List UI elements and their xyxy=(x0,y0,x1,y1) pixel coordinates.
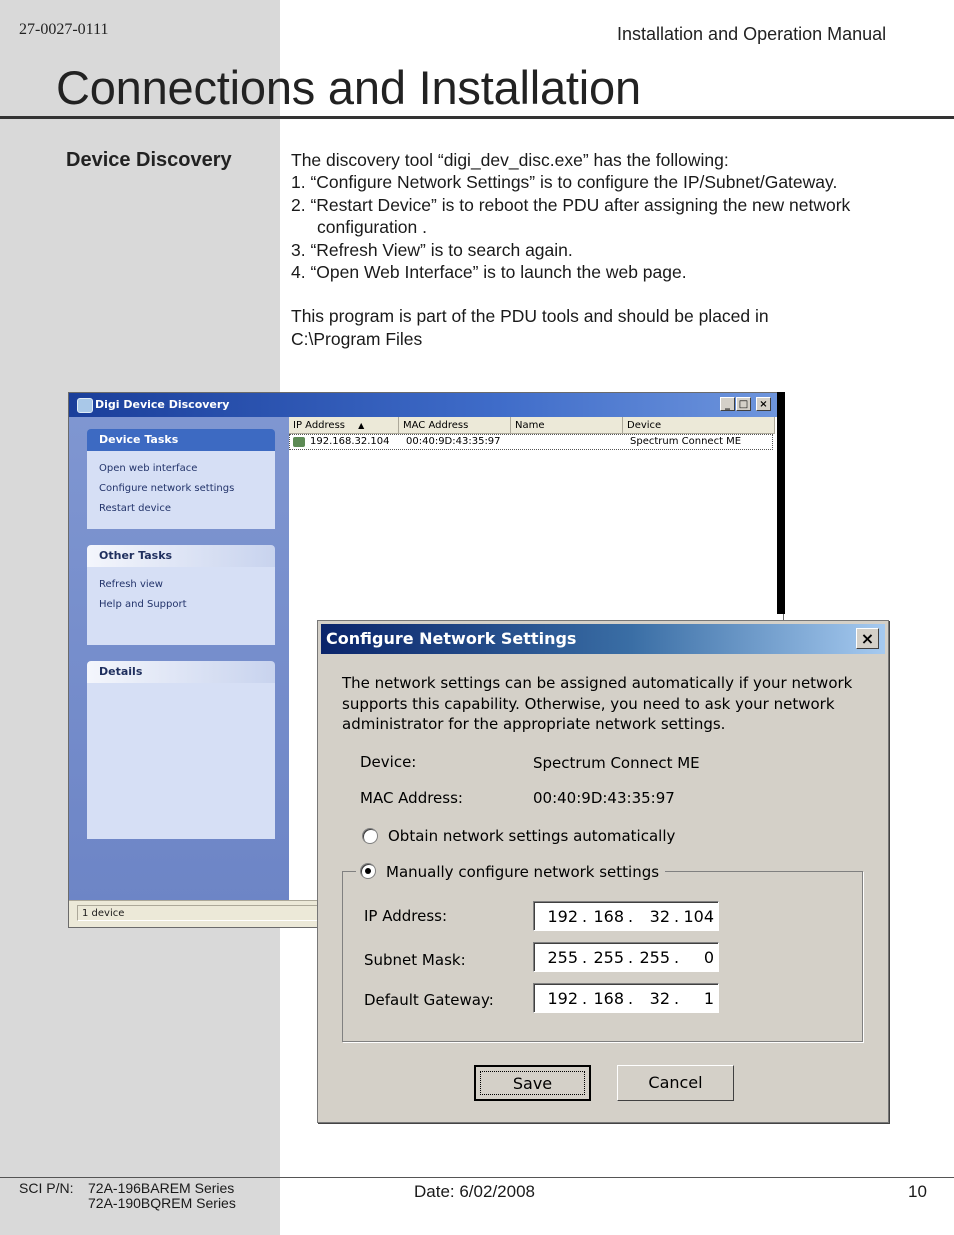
radio-obtain-automatically-label[interactable]: Obtain network settings automatically xyxy=(388,827,676,845)
device-tasks-body xyxy=(87,451,275,529)
subnet-octet-2[interactable]: 255 xyxy=(593,948,624,967)
device-label: Device: xyxy=(360,753,417,771)
radio-manual-configure-label[interactable]: Manually configure network settings xyxy=(386,863,660,881)
task-pane xyxy=(69,417,289,903)
default-gateway-label: Default Gateway: xyxy=(364,991,494,1009)
subnet-mask-label: Subnet Mask: xyxy=(364,951,466,969)
details-panel xyxy=(87,661,275,839)
discovery-window-titlebar xyxy=(69,393,783,417)
save-button[interactable] xyxy=(474,1065,591,1101)
radio-manual-configure[interactable] xyxy=(360,863,376,879)
row-ip: 192.168.32.104 xyxy=(310,436,390,447)
other-tasks-panel xyxy=(87,545,275,645)
manual-title: Installation and Operation Manual xyxy=(617,24,887,44)
ip-address-label: IP Address: xyxy=(364,907,448,925)
document-id: 27-0027-0111 xyxy=(19,21,109,38)
gateway-octet-3[interactable]: 32 xyxy=(649,989,670,1008)
column-header-name[interactable]: Name xyxy=(511,417,623,434)
device-tasks-header[interactable]: Device Tasks xyxy=(87,429,275,451)
part-number-line-2: 72A-190BQREM Series xyxy=(88,1195,236,1211)
window-close-button[interactable]: × xyxy=(756,397,771,411)
task-help-and-support[interactable]: Help and Support xyxy=(99,599,187,610)
default-gateway-field[interactable] xyxy=(533,983,719,1013)
maximize-button[interactable]: □ xyxy=(736,397,751,411)
mac-label: MAC Address: xyxy=(360,789,463,807)
focus-rectangle xyxy=(480,1071,585,1095)
ip-octet-1[interactable]: 192 xyxy=(547,907,578,926)
part-number-line-1: 72A-196BAREM Series xyxy=(88,1180,235,1196)
part-number-label: SCI P/N: xyxy=(19,1180,74,1196)
footer-date: Date: 6/02/2008 xyxy=(414,1182,535,1201)
column-header-ip-label: IP Address xyxy=(293,420,345,431)
subnet-octet-1[interactable]: 255 xyxy=(547,948,578,967)
column-header-mac[interactable]: MAC Address xyxy=(399,417,511,434)
ip-separator: . xyxy=(674,907,680,926)
save-button-label: Save xyxy=(512,1074,553,1093)
gateway-octet-2[interactable]: 168 xyxy=(593,989,624,1008)
footer-divider xyxy=(0,1177,954,1178)
row-device: Spectrum Connect ME xyxy=(630,436,742,447)
ip-separator: . xyxy=(674,948,680,967)
details-body xyxy=(87,683,275,839)
app-icon xyxy=(77,398,93,413)
body-item-2-continued: configuration . xyxy=(317,217,427,238)
subnet-mask-field[interactable] xyxy=(533,942,719,972)
column-header-ip[interactable] xyxy=(289,417,399,434)
task-restart-device[interactable]: Restart device xyxy=(99,503,171,514)
body-intro: The discovery tool “digi_dev_disc.exe” has the following: xyxy=(291,150,729,170)
dialog-close-button[interactable]: × xyxy=(856,628,879,649)
ip-separator: . xyxy=(628,989,634,1008)
ip-address-field[interactable] xyxy=(533,901,719,931)
body-note-line-1: This program is part of the PDU tools and should be placed in xyxy=(291,306,769,327)
other-tasks-body xyxy=(87,567,275,645)
discovery-window-title: Digi Device Discovery xyxy=(95,398,230,411)
window-edge xyxy=(777,392,785,614)
body-item-2: 2. “Restart Device” is to reboot the PDU after assigning the new network xyxy=(291,194,851,215)
ip-separator: . xyxy=(582,989,588,1008)
minimize-button[interactable]: _ xyxy=(720,397,735,411)
table-row[interactable] xyxy=(289,434,773,450)
page-title: Connections and Installation xyxy=(56,61,641,114)
column-header-device[interactable]: Device xyxy=(623,417,775,434)
other-tasks-header[interactable]: Other Tasks xyxy=(87,545,275,567)
ip-separator: . xyxy=(628,907,634,926)
body-note-line-2: C:\Program Files xyxy=(291,328,423,349)
ip-octet-3[interactable]: 32 xyxy=(649,907,670,926)
gateway-octet-4[interactable]: 1 xyxy=(703,989,714,1008)
paragraph-gap xyxy=(291,283,911,305)
page-number: 10 xyxy=(908,1182,927,1201)
network-settings-dialog xyxy=(317,620,889,1123)
body-item-4: 4. “Open Web Interface” is to launch the web page. xyxy=(291,262,687,283)
ip-octet-4[interactable]: 104 xyxy=(683,907,714,926)
ip-separator: . xyxy=(582,948,588,967)
sort-ascending-icon: ▲ xyxy=(358,421,365,430)
dialog-title: Configure Network Settings xyxy=(326,629,577,648)
subnet-octet-3[interactable]: 255 xyxy=(639,948,670,967)
network-device-icon xyxy=(293,437,305,447)
body-item-1: 1. “Configure Network Settings” is to configure the IP/Subnet/Gateway. xyxy=(291,172,838,193)
manual-settings-legend xyxy=(356,861,665,883)
mac-value: 00:40:9D:43:35:97 xyxy=(533,789,675,807)
ip-separator: . xyxy=(628,948,634,967)
ip-separator: . xyxy=(674,989,680,1008)
status-text: 1 device xyxy=(77,905,477,921)
section-body xyxy=(291,149,911,350)
details-header[interactable]: Details xyxy=(87,661,275,683)
title-divider xyxy=(0,116,954,119)
subnet-octet-4[interactable]: 0 xyxy=(703,948,714,967)
task-configure-network-settings[interactable]: Configure network settings xyxy=(99,483,235,494)
body-item-3: 3. “Refresh View” is to search again. xyxy=(291,239,573,260)
task-refresh-view[interactable]: Refresh view xyxy=(99,579,163,590)
section-heading: Device Discovery xyxy=(66,149,232,171)
cancel-button[interactable]: Cancel xyxy=(617,1065,734,1101)
radio-obtain-automatically[interactable] xyxy=(362,828,378,844)
dialog-intro-text: The network settings can be assigned automatically if your network supports this capability. Otherwise, you need to ask your network administrator for the appropriate network settings. xyxy=(342,674,853,733)
dialog-titlebar xyxy=(321,624,885,654)
device-tasks-panel xyxy=(87,429,275,529)
device-value: Spectrum Connect ME xyxy=(533,754,700,772)
ip-separator: . xyxy=(582,907,588,926)
task-open-web-interface[interactable]: Open web interface xyxy=(99,463,198,474)
row-mac: 00:40:9D:43:35:97 xyxy=(406,436,501,447)
ip-octet-2[interactable]: 168 xyxy=(593,907,624,926)
gateway-octet-1[interactable]: 192 xyxy=(547,989,578,1008)
